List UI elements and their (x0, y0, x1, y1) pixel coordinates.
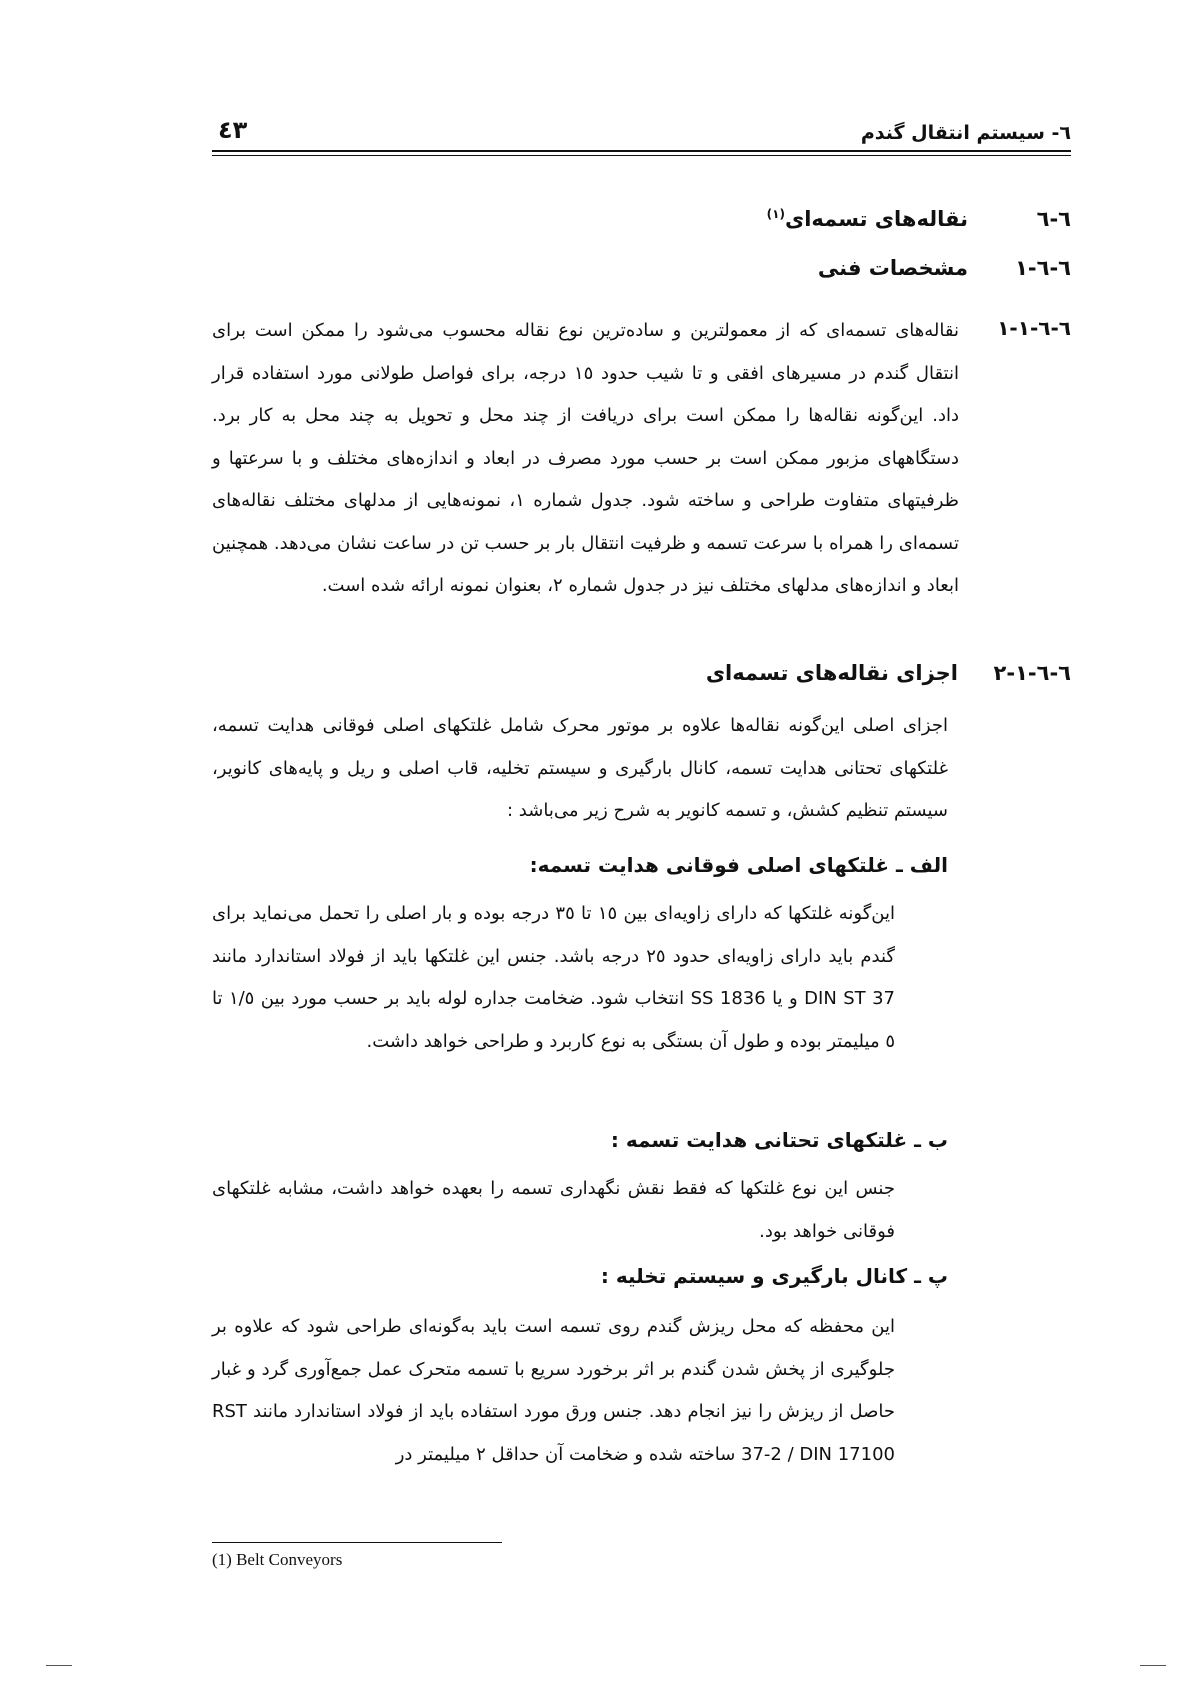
heading-title: مشخصات فنی (817, 256, 968, 280)
heading-number: ٦-٦ (1036, 207, 1071, 231)
section-number-6-6-1-1: ٦-٦-١-١ (997, 316, 1071, 340)
edge-mark-left (46, 1665, 72, 1666)
paragraph-belt-conveyors-intro: نقاله‌های تسمه‌ای که از معمولترین و ساده‌ترین نوع نقاله محسوب می‌شود را ممکن است برای انتقال گندم در مسیرهای افقی و تا شیب حدود ١٥ درجه، برای فواصل طولانی مورد استفاده قرار داد. این‌گونه نقاله‌ها را ممکن است برای دریافت از چند محل و تحویل به چند محل به کار برد. دستگاههای مزبور ممکن است بر حسب مورد مصرف در ابعاد و اندازه‌های مختلف و با سرعتها و ظرفیتهای متفاوت طراحی و ساخته شود. جدول شماره ١، نمونه‌هایی از مدلهای مختلف نقاله‌های تسمه‌ای را همراه با سرعت تسمه و ظرفیت انتقال بار بر حسب تن در ساعت نشان می‌دهد. همچنین ابعاد و اندازه‌های مدلهای مختلف نیز در جدول شماره ٢، بعنوان نمونه ارائه شده است. (212, 320, 959, 596)
subheading-upper-rollers: الف ـ غلتکهای اصلی فوقانی هدایت تسمه: (529, 853, 948, 877)
heading-6-6-1 (691, 256, 1071, 286)
chapter-title: ٦- سیستم انتقال گندم (860, 122, 1071, 144)
heading-text (767, 207, 968, 231)
edge-mark-right (1140, 1665, 1166, 1666)
heading-6-6 (691, 207, 1071, 237)
heading-title: اجزای نقاله‌های تسمه‌ای (705, 661, 958, 685)
page-header (212, 112, 1071, 152)
footnote: (1) Belt Conveyors (212, 1550, 343, 1569)
footnote-rule (212, 1542, 502, 1543)
subheading-loading-channel: پ ـ کانال بارگیری و سیستم تخلیه : (600, 1264, 948, 1288)
paragraph-loading-channel: این محفظه که محل ریزش گندم روی تسمه است باید به‌گونه‌ای طراحی شود که علاوه بر جلوگیری از پخش شدن گندم بر اثر برخورد سریع با تسمه متحرک عمل جمع‌آوری گرد و غبار حاصل از ریزش را نیز انجام دهد. جنس ورق مورد استفاده باید از فولاد استاندارد مانند RST 37-2 / DIN 17100 ساخته شده و ضخامت آن حداقل ٢ میلیمتر در (212, 1316, 895, 1465)
heading-number: ٦-٦-١ (1015, 256, 1071, 280)
subheading-lower-rollers: ب ـ غلتکهای تحتانی هدایت تسمه : (610, 1128, 948, 1152)
paragraph-lower-rollers: جنس این نوع غلتکها که فقط نقش نگهداری تسمه را بعهده خواهد داشت، مشابه غلتکهای فوقانی خواهد بود. (212, 1178, 895, 1242)
heading-title: نقاله‌های تسمه‌ای (784, 207, 968, 231)
paragraph-components: اجزای اصلی این‌گونه نقاله‌ها علاوه بر موتور محرک شامل غلتکهای اصلی فوقانی هدایت تسمه، غلتکهای تحتانی هدایت تسمه، کانال بارگیری و سیستم تخلیه، قاب اصلی و ریل و پایه‌های کانویر، سیستم تنظیم کشش، و تسمه کانویر به شرح زیر می‌باشد : (212, 715, 948, 821)
paragraph-upper-rollers: این‌گونه غلتکها که دارای زاویه‌ای بین ١٥ تا ٣٥ درجه بوده و بار اصلی را تحمل می‌نماید برای گندم باید دارای زاویه‌ای حدود ٢٥ درجه باشد. جنس این غلتکها باید از فولاد استاندارد مانند DIN ST 37 و یا SS 1836 انتخاب شود. ضخامت جداره لوله باید بر حسب مورد بین ١/٥ تا ٥ میلیمتر بوده و طول آن بستگی به نوع کاربرد و طراحی خواهد داشت. (212, 903, 896, 1052)
heading-number: ٦-٦-١-٢ (993, 661, 1071, 685)
page-number: ٤٣ (218, 116, 248, 144)
header-rule-thin (212, 155, 1071, 156)
footnote-ref: (١) (766, 207, 785, 221)
header-rule-thick (212, 150, 1071, 152)
heading-6-6-1-2 (571, 661, 1071, 691)
